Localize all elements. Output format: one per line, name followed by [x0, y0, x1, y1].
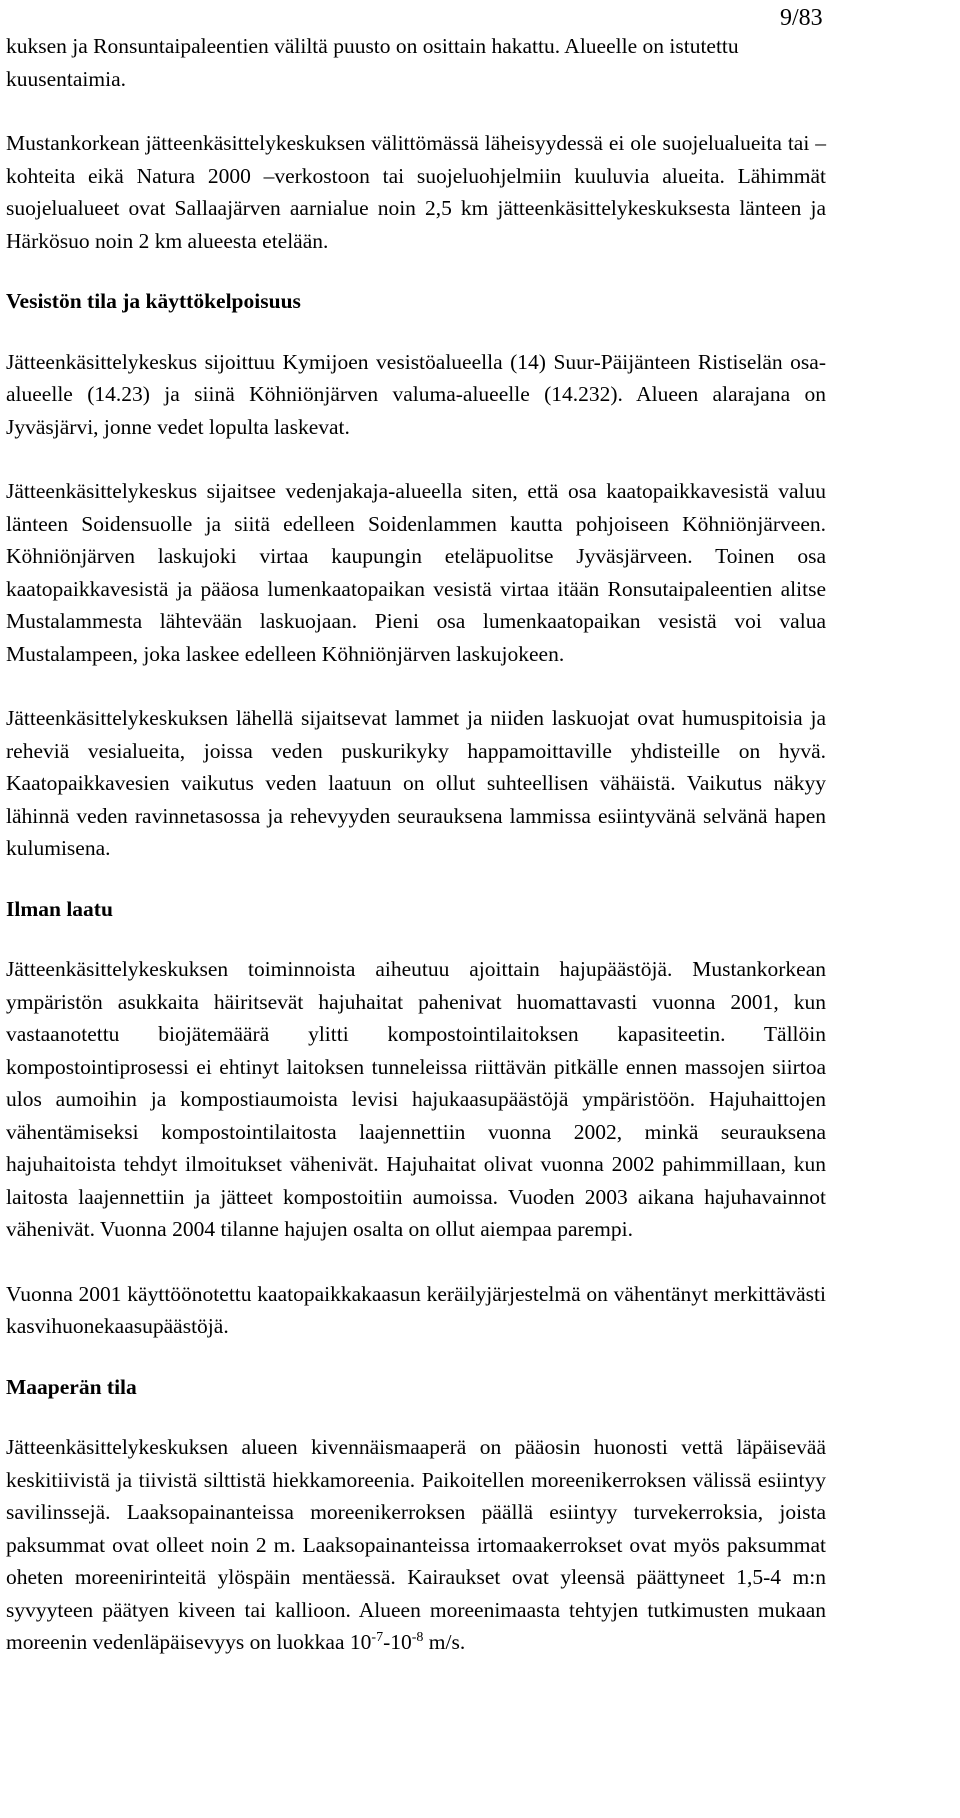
paragraph-protected-areas: Mustankorkean jätteenkäsittelykeskuksen välittömässä läheisyydessä ei ole suojelualueita tai –kohteita eikä Natura 2000 –verkostoon tai suojeluohjelmiin kuuluvia alueita. Lähimmät suojelualueet ovat Sallaajärven aarnialue noin 2,5 km jätteenkäsittelykeskuksesta länteen ja Härkösuo noin 2 km alueesta etelään. — [6, 131, 826, 253]
exponent-1: -7 — [371, 1629, 384, 1645]
soil-text-mid: -10 — [383, 1630, 412, 1654]
page-number: 9/83 — [780, 5, 823, 31]
exponent-2: -8 — [411, 1629, 424, 1645]
paragraph-catchment: Jätteenkäsittelykeskus sijoittuu Kymijoen vesistöalueella (14) Suur-Päijänteen Ristiselän osa-alueelle (14.23) ja siinä Köhniönjärven valuma-alueelle (14.232). Alueen alarajana on Jyväsjärvi, jonne vedet lopulta laskevat. — [6, 349, 826, 439]
paragraph-soil — [6, 1431, 826, 1659]
heading-water-status: Vesistön tila ja käyttökelpoisuus — [6, 289, 301, 313]
paragraph-ponds: Jätteenkäsittelykeskuksen lähellä sijaitsevat lammet ja niiden laskuojat ovat humuspitoisia ja reheviä vesialueita, joissa veden puskurikyky happamoittaville yhdisteille on hyvä. Kaatopaikkavesien vaikutus veden laatuun on ollut suhteellisen vähäistä. Vaikutus näkyy lähinnä veden ravinnetasossa ja rehevyyden seurauksena lammissa esiintyvänä selvänä hapen kulumisena. — [6, 706, 826, 860]
soil-text: Jätteenkäsittelykeskuksen alueen kivennäismaaperä on pääosin huonosti vettä läpäisevää keskitiivistä ja tiivistä silttistä hiekkamoreenia. Paikoitellen moreenikerroksen välissä esiintyy savilinssejä. Laaksopainanteissa moreenikerroksen päällä esiintyy turvekerroksia, joista paksummat ovat olleet noin 2 m. Laaksopainanteissa irtomaakerrokset ovat myös paksummat oheten moreenirinteitä ylöspäin mentäessä. Kairaukset ovat yleensä päättyneet 1,5-4 m:n syvyyteen päätyen kiveen tai kallioon. Alueen moreenimaasta tehtyjen tutkimusten mukaan moreenin vedenläpäisevyys on luokkaa 10 — [6, 1435, 826, 1654]
document-body — [6, 30, 826, 1659]
heading-air-quality: Ilman laatu — [6, 896, 113, 921]
paragraph-odour: Jätteenkäsittelykeskuksen toiminnoista aiheutuu ajoittain hajupäästöjä. Mustankorkean ympäristön asukkaita häiritsevät hajuhaitat pahenivat huomattavasti vuonna 2001, kun vastaanotettu biojätemäärä ylitti kompostointilaitoksen kapasiteetin. Tällöin kompostointiprosessi ei ehtinyt laitoksen tunneleissa riittävän pitkälle ennen massojen siirtoa ulos aumoihin ja kompostiaumoista levisi hajukaasupäästöjä ympäristöön. Hajuhaittojen vähentämiseksi kompostointilaitosta laajennettiin vuonna 2002, minkä seurauksena hajuhaitoista tehdyt ilmoitukset vähenivät. Hajuhaitat olivat vuonna 2002 pahimmillaan, kun laitosta laajennettiin ja jätteet kompostoitiin aumoissa. Vuoden 2003 aikana hajuhavainnot vähenivät. Vuonna 2004 tilanne hajujen osalta on ollut aiempaa parempi. — [6, 957, 826, 1241]
paragraph-drainage: Jätteenkäsittelykeskus sijaitsee vedenjakaja-alueella siten, että osa kaatopaikkavesistä valuu länteen Soidensuolle ja siitä edelleen Soidenlammen kautta pohjoiseen Köhniönjärveen. Köhniönjärven laskujoki virtaa kaupungin eteläpuolitse Jyväsjärveen. Toinen osa kaatopaikkavesistä ja pääosa lumenkaatopaikan vesistä virtaa itään Ronsutaipaleentien alitse Mustalammesta lähtevään laskuojaan. Pieni osa lumenkaatopaikan vesistä voi valua Mustalampeen, joka laskee edelleen Köhniönjärven laskujokeen. — [6, 479, 826, 666]
heading-soil-status: Maaperän tila — [6, 1374, 137, 1399]
paragraph-forest: kuksen ja Ronsuntaipaleentien väliltä puusto on osittain hakattu. Alueelle on istutettu kuusentaimia. — [6, 34, 739, 91]
paragraph-landfill-gas: Vuonna 2001 käyttöönotettu kaatopaikkakaasun keräilyjärjestelmä on vähentänyt merkittävästi kasvihuonekaasupäästöjä. — [6, 1281, 826, 1338]
soil-text-end: m/s. — [423, 1630, 466, 1654]
